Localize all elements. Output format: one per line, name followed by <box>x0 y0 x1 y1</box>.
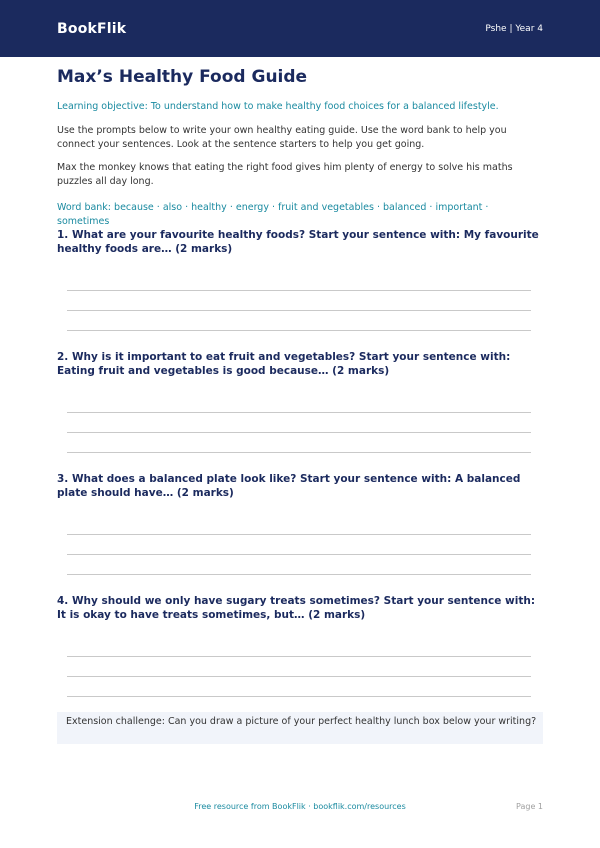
question-block-3 <box>57 472 543 575</box>
answer-line[interactable] <box>67 290 531 291</box>
page-title: Max’s Healthy Food Guide <box>57 67 308 87</box>
brand-logo-text: BookFlik <box>57 20 127 37</box>
page-number: Page 1 <box>516 802 543 811</box>
question-3: 3. What does a balanced plate look like? Start your sentence with: A balanced plate should have… (2 marks) <box>57 473 521 499</box>
answer-line[interactable] <box>67 412 531 413</box>
story-text: Max the monkey knows that eating the right food gives him plenty of energy to solve his maths puzzles all day long. <box>57 162 513 187</box>
worksheet-body <box>57 66 543 229</box>
question-block-1 <box>57 228 543 331</box>
word-bank: Word bank: because · also · healthy · energy · fruit and vegetables · balanced · important · sometimes <box>57 202 489 227</box>
answer-line[interactable] <box>67 554 531 555</box>
answer-line[interactable] <box>67 330 531 331</box>
question-4: 4. Why should we only have sugary treats sometimes? Start your sentence with: It is okay to have treats sometimes, but… (2 marks) <box>57 595 536 621</box>
answer-line[interactable] <box>67 676 531 677</box>
answer-line[interactable] <box>67 432 531 433</box>
footer-resource-link[interactable]: Free resource from BookFlik · bookflik.com/resources <box>194 802 406 811</box>
answer-line[interactable] <box>67 310 531 311</box>
answer-line[interactable] <box>67 574 531 575</box>
extension-challenge: Extension challenge: Can you draw a picture of your perfect healthy lunch box below your writing? <box>57 712 543 744</box>
answer-line[interactable] <box>67 656 531 657</box>
intro-text: Use the prompts below to write your own healthy eating guide. Use the word bank to help you connect your sentences. Look at the sentence starters to help you get going. <box>57 125 507 150</box>
learning-objective: Learning objective: To understand how to make healthy food choices for a balanced lifestyle. <box>57 101 499 112</box>
page-footer <box>0 802 600 816</box>
answer-line[interactable] <box>67 452 531 453</box>
question-block-2 <box>57 350 543 453</box>
answer-line[interactable] <box>67 534 531 535</box>
question-2: 2. Why is it important to eat fruit and vegetables? Start your sentence with: Eating fruit and vegetables is good because… (2 marks) <box>57 351 511 377</box>
question-block-4 <box>57 594 543 697</box>
answer-line[interactable] <box>67 696 531 697</box>
question-1: 1. What are your favourite healthy foods? Start your sentence with: My favourite healthy foods are… (2 marks) <box>57 229 539 255</box>
page-header <box>0 0 600 57</box>
subject-year-label: Pshe | Year 4 <box>485 23 543 34</box>
